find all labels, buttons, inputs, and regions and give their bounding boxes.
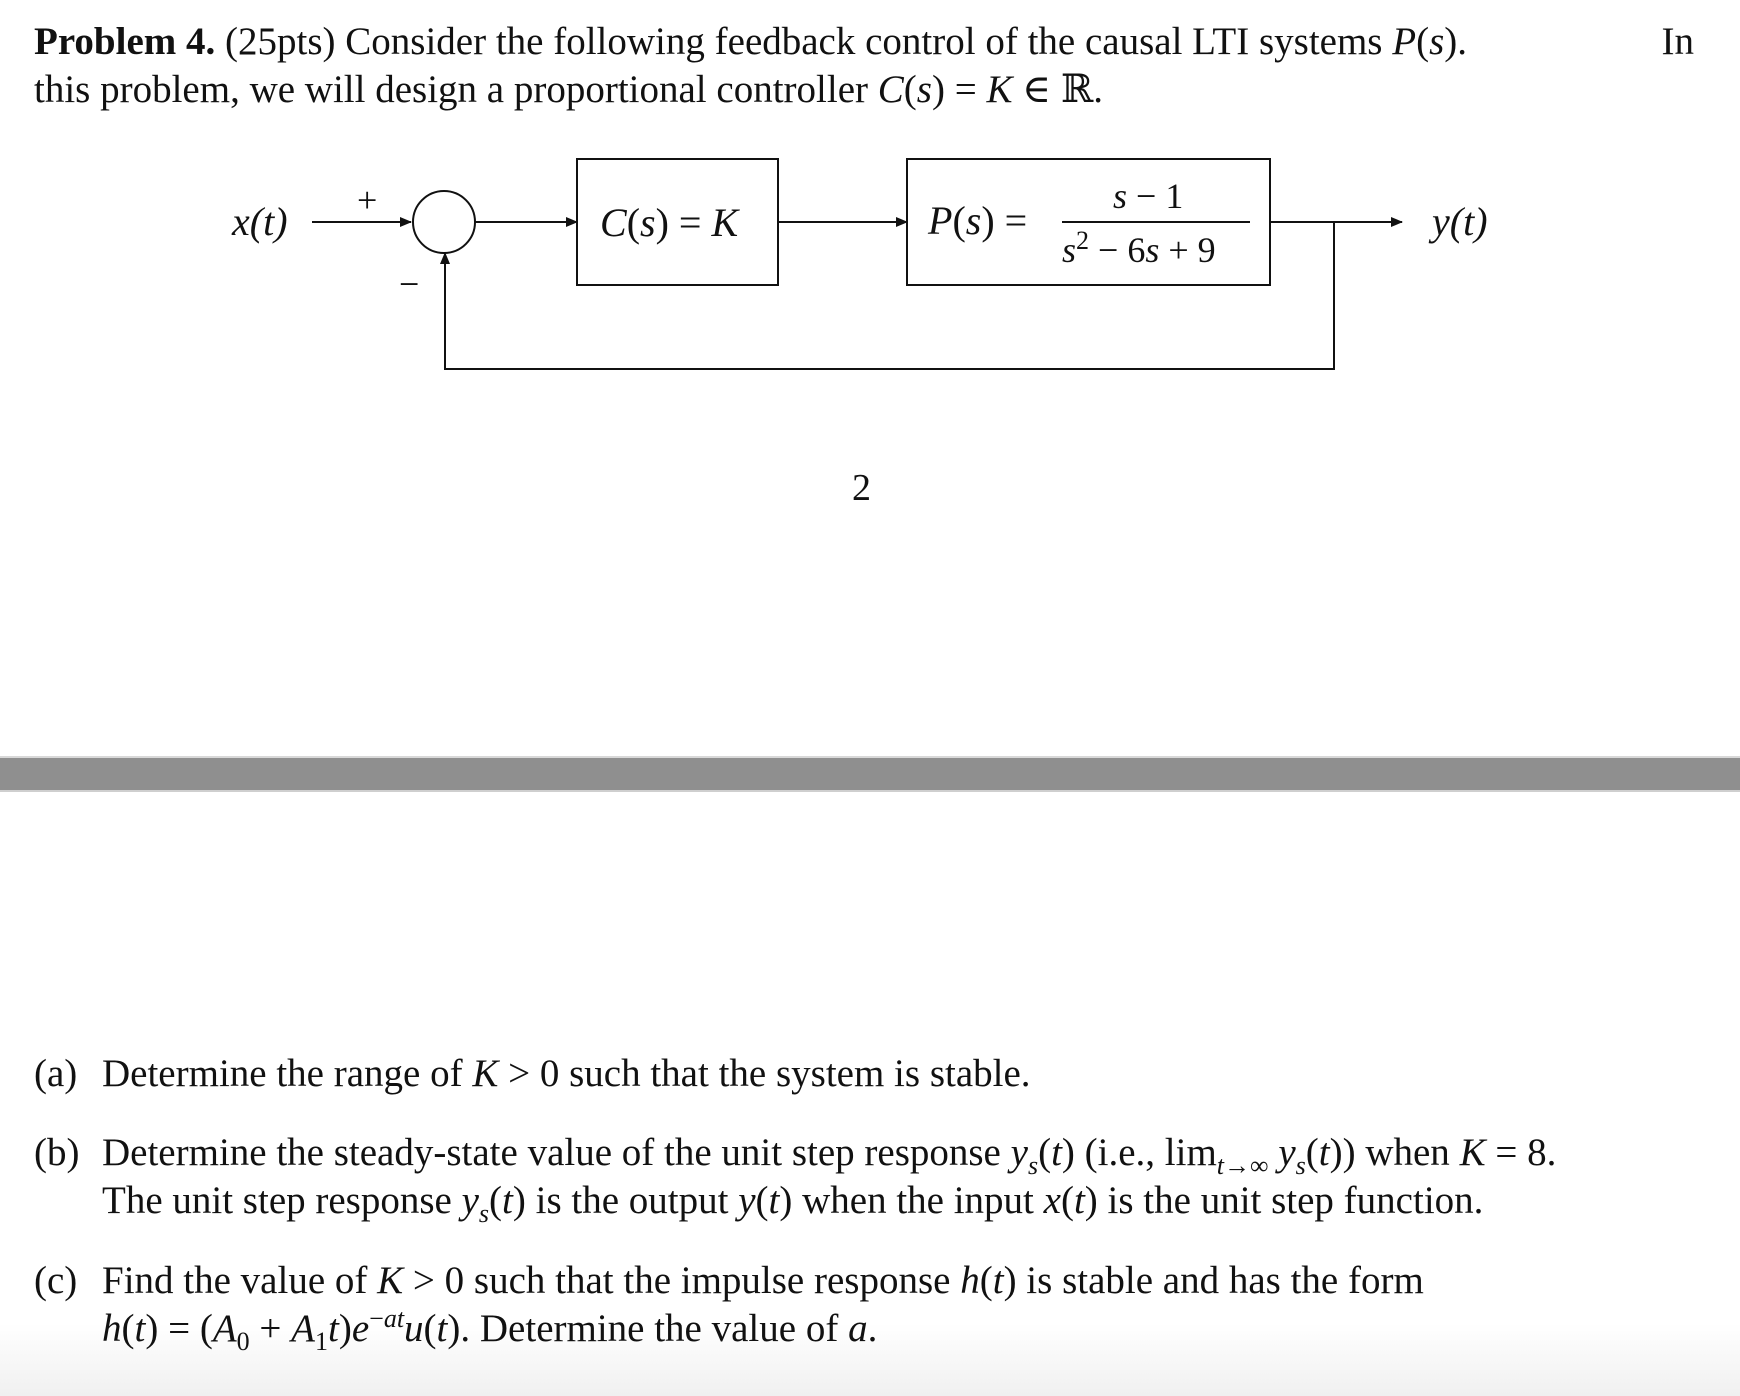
minus-sign: − [399, 264, 420, 304]
part-c-tag: (c) [34, 1259, 78, 1302]
part-c-line2: $h(t) = (A_0 + A_1t)e^{-at}u(t)$. Determine the value of a. [102, 1304, 878, 1356]
controller-label: C(s) = K [600, 200, 739, 245]
problem-intro-line1: Problem 4. (25pts) Consider the following feedback control of the causal LTI systems P(s). In [34, 20, 1694, 63]
part-b-tag: (b) [34, 1131, 80, 1174]
problem-points: (25pts) [225, 20, 336, 63]
block-diagram-svg [0, 140, 1740, 400]
input-label: x(t) [232, 199, 288, 244]
part-c-line1: (c) Find the value of K > 0 such that the impulse response h(t) is stable and has the form [34, 1257, 1424, 1305]
plant-label: P(s) = [928, 198, 1028, 243]
plus-sign: + [357, 180, 378, 220]
page-divider [0, 756, 1740, 792]
part-b-line1: (b) Determine the steady-state value of the unit step response $y_s(t)$ (i.e., $\lim_{t\to\infty} y_s(t)$) when K = 8. [34, 1131, 1557, 1180]
page-number: 2 [852, 467, 871, 509]
output-label: y(t) [1432, 199, 1488, 244]
part-a: (a) Determine the range of K > 0 such that the system is stable. [34, 1050, 1031, 1098]
problem-heading: Problem 4. [34, 20, 216, 63]
block-diagram [0, 140, 1740, 400]
summing-junction [413, 191, 475, 253]
problem-intro-line2: this problem, we will design a proportional controller C(s) = K ∈ ℝ. [34, 68, 1103, 111]
plant-numerator: s − 1 [1113, 176, 1184, 216]
part-a-tag: (a) [34, 1052, 78, 1095]
plant-denominator: $s^2 - 6s + 9$ [1062, 226, 1216, 270]
part-b-line2: The unit step response $y_s(t)$ is the output y(t) when the input x(t) is the unit step function. [102, 1179, 1484, 1228]
